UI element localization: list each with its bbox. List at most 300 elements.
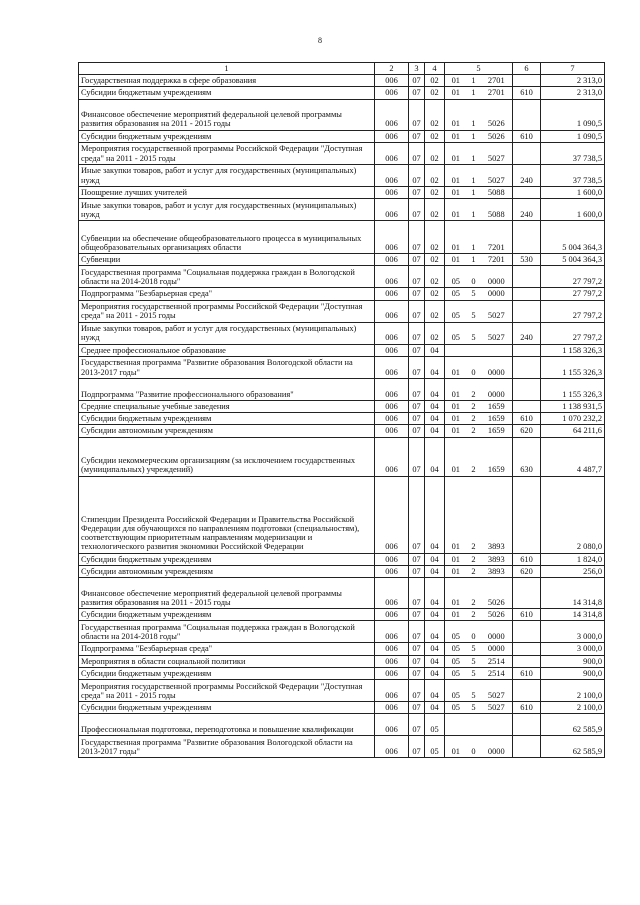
- row-code-admin: 006: [375, 378, 409, 400]
- row-code-program: 05: [445, 621, 467, 643]
- row-code-expense-type: [513, 378, 541, 400]
- row-name: Субсидии автономным учреждениям: [79, 565, 375, 577]
- row-amount: 1 138 931,5: [541, 400, 605, 412]
- row-code-item: 1659: [481, 437, 513, 476]
- row-code-expense-type: 240: [513, 164, 541, 186]
- row-code-subprogram: 1: [467, 221, 481, 254]
- row-code-item: 2514: [481, 655, 513, 667]
- row-amount: 2 313,0: [541, 87, 605, 99]
- row-code-section: 07: [409, 425, 425, 437]
- row-code-admin: 006: [375, 736, 409, 758]
- table-row: [79, 643, 605, 655]
- table-row: [79, 221, 605, 254]
- row-code-subprogram: 2: [467, 578, 481, 609]
- row-amount: 1 155 326,3: [541, 378, 605, 400]
- row-code-section: 07: [409, 679, 425, 701]
- row-code-program: 01: [445, 437, 467, 476]
- header-col-6: 6: [513, 63, 541, 75]
- row-code-admin: 006: [375, 679, 409, 701]
- row-code-section: 07: [409, 254, 425, 266]
- row-name: Субвенции на обеспечение общеобразовательного процесса в муниципальных общеобразовательных организациях области: [79, 221, 375, 254]
- row-amount: 2 100,0: [541, 679, 605, 701]
- row-code-item: 0000: [481, 621, 513, 643]
- row-name: Профессиональная подготовка, переподготовка и повышение квалификации: [79, 714, 375, 736]
- row-code-admin: 006: [375, 643, 409, 655]
- row-code-expense-type: 610: [513, 553, 541, 565]
- row-code-expense-type: [513, 643, 541, 655]
- row-code-item: 7201: [481, 221, 513, 254]
- table-row: [79, 199, 605, 221]
- row-code-subsection: 04: [425, 679, 445, 701]
- row-code-subprogram: 2: [467, 609, 481, 621]
- row-code-program: 01: [445, 736, 467, 758]
- row-code-expense-type: [513, 621, 541, 643]
- row-code-section: 07: [409, 186, 425, 198]
- row-code-subsection: 04: [425, 643, 445, 655]
- row-code-subsection: 05: [425, 736, 445, 758]
- row-code-program: [445, 714, 467, 736]
- table-row: [79, 142, 605, 164]
- row-code-item: 0000: [481, 288, 513, 300]
- table-row: [79, 130, 605, 142]
- row-code-expense-type: [513, 288, 541, 300]
- row-code-item: 5027: [481, 300, 513, 322]
- row-name: Государственная программа "Развитие образования Вологодской области на 2013-2017 годы": [79, 736, 375, 758]
- row-code-program: 01: [445, 476, 467, 553]
- row-code-admin: 006: [375, 344, 409, 356]
- row-code-subprogram: 5: [467, 667, 481, 679]
- row-code-section: 07: [409, 356, 425, 378]
- row-code-program: 01: [445, 199, 467, 221]
- table-row: [79, 655, 605, 667]
- table-row: [79, 87, 605, 99]
- row-code-item: 3893: [481, 565, 513, 577]
- row-code-program: 01: [445, 186, 467, 198]
- row-code-item: 5027: [481, 142, 513, 164]
- row-code-subprogram: 5: [467, 288, 481, 300]
- row-code-section: 07: [409, 99, 425, 130]
- row-code-expense-type: [513, 679, 541, 701]
- row-code-program: 01: [445, 87, 467, 99]
- header-col-1: 1: [79, 63, 375, 75]
- row-code-section: 07: [409, 87, 425, 99]
- row-code-item: 5027: [481, 322, 513, 344]
- row-code-section: 07: [409, 655, 425, 667]
- row-code-section: 07: [409, 142, 425, 164]
- row-code-subsection: 04: [425, 344, 445, 356]
- row-amount: 256,0: [541, 565, 605, 577]
- table-row: [79, 701, 605, 713]
- row-name: Субсидии бюджетным учреждениям: [79, 130, 375, 142]
- row-code-program: 01: [445, 609, 467, 621]
- row-name: Государственная программа "Развитие образования Вологодской области на 2013-2017 годы": [79, 356, 375, 378]
- row-code-subprogram: 5: [467, 643, 481, 655]
- row-code-item: 5026: [481, 609, 513, 621]
- row-code-section: 07: [409, 266, 425, 288]
- row-amount: 27 797,2: [541, 266, 605, 288]
- row-code-item: 2701: [481, 75, 513, 87]
- row-code-program: 01: [445, 254, 467, 266]
- row-code-admin: 006: [375, 300, 409, 322]
- row-code-admin: 006: [375, 701, 409, 713]
- table-row: [79, 609, 605, 621]
- row-code-item: 1659: [481, 413, 513, 425]
- row-code-expense-type: 620: [513, 565, 541, 577]
- table-row: [79, 344, 605, 356]
- row-name: Подпрограмма "Безбарьерная среда": [79, 288, 375, 300]
- row-name: Субсидии бюджетным учреждениям: [79, 701, 375, 713]
- row-code-admin: 006: [375, 99, 409, 130]
- row-name: Финансовое обеспечение мероприятий федеральной целевой программы развития образования на 2011 - 2015 годы: [79, 99, 375, 130]
- row-code-subsection: 02: [425, 288, 445, 300]
- row-code-subsection: 02: [425, 322, 445, 344]
- row-code-subprogram: 5: [467, 655, 481, 667]
- row-code-program: 01: [445, 356, 467, 378]
- row-code-expense-type: 610: [513, 667, 541, 679]
- table-row: [79, 266, 605, 288]
- row-code-program: 01: [445, 130, 467, 142]
- row-name: Субсидии бюджетным учреждениям: [79, 667, 375, 679]
- row-amount: 1 158 326,3: [541, 344, 605, 356]
- row-code-item: [481, 714, 513, 736]
- row-code-admin: 006: [375, 75, 409, 87]
- row-code-subsection: 05: [425, 714, 445, 736]
- row-code-item: 5026: [481, 99, 513, 130]
- row-code-expense-type: [513, 300, 541, 322]
- row-code-item: 0000: [481, 736, 513, 758]
- row-code-section: 07: [409, 300, 425, 322]
- row-code-expense-type: [513, 655, 541, 667]
- row-code-subprogram: [467, 714, 481, 736]
- row-code-subprogram: 0: [467, 356, 481, 378]
- table-row: [79, 288, 605, 300]
- row-code-expense-type: [513, 714, 541, 736]
- table-row: [79, 400, 605, 412]
- row-code-section: 07: [409, 578, 425, 609]
- row-code-expense-type: 610: [513, 609, 541, 621]
- row-code-item: 0000: [481, 356, 513, 378]
- row-name: Финансовое обеспечение мероприятий федеральной целевой программы развития образования на 2011 - 2015 годы: [79, 578, 375, 609]
- table-row: [79, 425, 605, 437]
- row-code-admin: 006: [375, 609, 409, 621]
- row-code-subprogram: 1: [467, 186, 481, 198]
- row-amount: 5 004 364,3: [541, 254, 605, 266]
- row-code-admin: 006: [375, 130, 409, 142]
- row-code-subsection: 04: [425, 578, 445, 609]
- row-name: Подпрограмма "Безбарьерная среда": [79, 643, 375, 655]
- row-code-section: 07: [409, 344, 425, 356]
- row-code-section: 07: [409, 378, 425, 400]
- row-name: Поощрение лучших учителей: [79, 186, 375, 198]
- row-code-admin: 006: [375, 186, 409, 198]
- row-code-admin: 006: [375, 476, 409, 553]
- row-code-item: 5088: [481, 199, 513, 221]
- row-name: Государственная поддержка в сфере образования: [79, 75, 375, 87]
- row-code-item: 1659: [481, 400, 513, 412]
- row-code-subprogram: 2: [467, 425, 481, 437]
- row-code-section: 07: [409, 164, 425, 186]
- row-code-expense-type: [513, 344, 541, 356]
- row-code-program: 05: [445, 266, 467, 288]
- table-row: [79, 254, 605, 266]
- row-code-program: 01: [445, 164, 467, 186]
- row-code-subsection: 02: [425, 300, 445, 322]
- row-code-expense-type: 610: [513, 87, 541, 99]
- row-code-admin: 006: [375, 578, 409, 609]
- row-code-expense-type: [513, 75, 541, 87]
- row-amount: 14 314,8: [541, 609, 605, 621]
- row-code-item: 7201: [481, 254, 513, 266]
- row-code-item: 2701: [481, 87, 513, 99]
- row-code-program: 01: [445, 99, 467, 130]
- row-code-subsection: 02: [425, 75, 445, 87]
- row-name: Подпрограмма "Развитие профессионального образования": [79, 378, 375, 400]
- row-code-expense-type: 630: [513, 437, 541, 476]
- row-code-item: 3893: [481, 553, 513, 565]
- row-code-subsection: 04: [425, 413, 445, 425]
- row-code-admin: 006: [375, 266, 409, 288]
- row-code-subsection: 04: [425, 378, 445, 400]
- row-code-section: 07: [409, 75, 425, 87]
- row-code-admin: 006: [375, 413, 409, 425]
- row-code-admin: 006: [375, 356, 409, 378]
- row-amount: 3 000,0: [541, 621, 605, 643]
- row-code-admin: 006: [375, 199, 409, 221]
- table-body: [79, 75, 605, 758]
- row-code-expense-type: [513, 356, 541, 378]
- row-code-program: 05: [445, 655, 467, 667]
- row-code-section: 07: [409, 553, 425, 565]
- row-amount: 4 487,7: [541, 437, 605, 476]
- row-code-subsection: 02: [425, 199, 445, 221]
- row-code-expense-type: [513, 476, 541, 553]
- row-amount: 62 585,9: [541, 736, 605, 758]
- row-code-subsection: 02: [425, 99, 445, 130]
- row-code-program: 01: [445, 142, 467, 164]
- row-code-admin: 006: [375, 667, 409, 679]
- row-code-section: 07: [409, 130, 425, 142]
- row-name: Иные закупки товаров, работ и услуг для государственных (муниципальных) нужд: [79, 199, 375, 221]
- row-code-subsection: 02: [425, 266, 445, 288]
- row-code-expense-type: [513, 99, 541, 130]
- row-code-subsection: 04: [425, 655, 445, 667]
- header-col-4: 4: [425, 63, 445, 75]
- row-amount: 27 797,2: [541, 300, 605, 322]
- row-code-expense-type: 530: [513, 254, 541, 266]
- row-code-program: 05: [445, 300, 467, 322]
- table-row: [79, 186, 605, 198]
- row-code-admin: 006: [375, 565, 409, 577]
- row-code-item: 5027: [481, 701, 513, 713]
- row-code-subprogram: 1: [467, 254, 481, 266]
- row-amount: 27 797,2: [541, 322, 605, 344]
- row-code-expense-type: [513, 221, 541, 254]
- row-code-program: 01: [445, 75, 467, 87]
- row-code-subsection: 02: [425, 221, 445, 254]
- table-row: [79, 322, 605, 344]
- row-code-subsection: 04: [425, 553, 445, 565]
- row-code-expense-type: [513, 400, 541, 412]
- row-code-item: 5026: [481, 578, 513, 609]
- row-code-subprogram: 5: [467, 679, 481, 701]
- row-code-section: 07: [409, 199, 425, 221]
- row-name: Субсидии бюджетным учреждениям: [79, 553, 375, 565]
- row-code-admin: 006: [375, 254, 409, 266]
- row-code-section: 07: [409, 736, 425, 758]
- table-row: [79, 667, 605, 679]
- row-code-admin: 006: [375, 142, 409, 164]
- row-name: Иные закупки товаров, работ и услуг для государственных (муниципальных) нужд: [79, 322, 375, 344]
- row-code-subprogram: [467, 344, 481, 356]
- row-code-subsection: 02: [425, 87, 445, 99]
- row-amount: 1 155 326,3: [541, 356, 605, 378]
- row-code-item: 5027: [481, 679, 513, 701]
- row-amount: 3 000,0: [541, 643, 605, 655]
- row-name: Субвенции: [79, 254, 375, 266]
- row-code-item: 3893: [481, 476, 513, 553]
- row-code-expense-type: 610: [513, 130, 541, 142]
- row-name: Субсидии бюджетным учреждениям: [79, 413, 375, 425]
- row-code-subprogram: 5: [467, 322, 481, 344]
- header-col-7: 7: [541, 63, 605, 75]
- row-code-subsection: 02: [425, 142, 445, 164]
- row-code-program: 05: [445, 288, 467, 300]
- row-code-expense-type: 240: [513, 199, 541, 221]
- row-name: Мероприятия государственной программы Российской Федерации "Доступная среда" на 2011 - 2015 годы: [79, 679, 375, 701]
- row-amount: 1 600,0: [541, 199, 605, 221]
- row-code-subsection: 02: [425, 254, 445, 266]
- row-code-admin: 006: [375, 288, 409, 300]
- row-code-program: 05: [445, 667, 467, 679]
- row-code-subsection: 04: [425, 400, 445, 412]
- row-code-subsection: 04: [425, 701, 445, 713]
- row-code-subprogram: 0: [467, 266, 481, 288]
- row-code-expense-type: 610: [513, 413, 541, 425]
- row-code-program: 05: [445, 643, 467, 655]
- row-name: Субсидии автономным учреждениям: [79, 425, 375, 437]
- table-row: [79, 437, 605, 476]
- budget-table: [78, 62, 605, 758]
- row-name: Государственная программа "Социальная поддержка граждан в Вологодской области на 2014-2018 годы": [79, 621, 375, 643]
- row-amount: 2 313,0: [541, 75, 605, 87]
- row-code-section: 07: [409, 476, 425, 553]
- row-code-subprogram: 2: [467, 437, 481, 476]
- table-row: [79, 356, 605, 378]
- row-amount: 5 004 364,3: [541, 221, 605, 254]
- row-code-admin: 006: [375, 425, 409, 437]
- row-code-item: 0000: [481, 643, 513, 655]
- row-code-admin: 006: [375, 322, 409, 344]
- row-amount: 37 738,5: [541, 164, 605, 186]
- row-code-section: 07: [409, 288, 425, 300]
- row-code-expense-type: [513, 186, 541, 198]
- row-amount: 2 100,0: [541, 701, 605, 713]
- row-code-section: 07: [409, 437, 425, 476]
- row-code-subsection: 02: [425, 186, 445, 198]
- row-code-section: 07: [409, 714, 425, 736]
- row-code-admin: 006: [375, 221, 409, 254]
- table-row: [79, 378, 605, 400]
- row-name: Государственная программа "Социальная поддержка граждан в Вологодской области на 2014-2018 годы": [79, 266, 375, 288]
- table-row: [79, 99, 605, 130]
- row-name: Стипендии Президента Российской Федерации и Правительства Российской Федерации для обучающихся по направлениям подготовки (специальностям), соответствующим приоритетным направлениям модернизации и технологического развития экономики Российской Федерации: [79, 476, 375, 553]
- row-code-subprogram: 0: [467, 621, 481, 643]
- table-row: [79, 553, 605, 565]
- table-row: [79, 621, 605, 643]
- header-col-5: 5: [445, 63, 513, 75]
- row-code-item: 2514: [481, 667, 513, 679]
- row-name: Мероприятия государственной программы Российской Федерации "Доступная среда" на 2011 - 2015 годы: [79, 142, 375, 164]
- header-col-3: 3: [409, 63, 425, 75]
- row-name: Субсидии некоммерческим организациям (за исключением государственных (муниципальных) учреждений): [79, 437, 375, 476]
- row-code-subprogram: 1: [467, 87, 481, 99]
- row-name: Субсидии бюджетным учреждениям: [79, 87, 375, 99]
- row-code-section: 07: [409, 400, 425, 412]
- row-code-subprogram: 5: [467, 701, 481, 713]
- row-code-subprogram: 2: [467, 565, 481, 577]
- row-code-program: 01: [445, 413, 467, 425]
- table-row: [79, 476, 605, 553]
- row-code-subprogram: 1: [467, 99, 481, 130]
- row-code-admin: 006: [375, 655, 409, 667]
- row-code-admin: 006: [375, 437, 409, 476]
- row-code-subprogram: 2: [467, 400, 481, 412]
- row-code-expense-type: 610: [513, 701, 541, 713]
- table-row: [79, 565, 605, 577]
- row-code-admin: 006: [375, 621, 409, 643]
- row-code-expense-type: [513, 736, 541, 758]
- row-code-admin: 006: [375, 400, 409, 412]
- row-code-section: 07: [409, 643, 425, 655]
- page-number: 8: [318, 36, 322, 45]
- row-code-subsection: 04: [425, 609, 445, 621]
- row-code-program: [445, 344, 467, 356]
- row-code-subprogram: 1: [467, 164, 481, 186]
- row-code-admin: 006: [375, 714, 409, 736]
- row-amount: 62 585,9: [541, 714, 605, 736]
- row-name: Субсидии бюджетным учреждениям: [79, 609, 375, 621]
- row-code-subsection: 04: [425, 476, 445, 553]
- row-code-subprogram: 2: [467, 378, 481, 400]
- row-code-program: 01: [445, 221, 467, 254]
- row-code-expense-type: 620: [513, 425, 541, 437]
- row-code-section: 07: [409, 667, 425, 679]
- table-row: [79, 413, 605, 425]
- row-code-item: 5088: [481, 186, 513, 198]
- row-code-subprogram: 0: [467, 736, 481, 758]
- row-code-subprogram: 1: [467, 130, 481, 142]
- row-name: Мероприятия государственной программы Российской Федерации "Доступная среда" на 2011 - 2015 годы: [79, 300, 375, 322]
- row-code-program: 05: [445, 679, 467, 701]
- row-code-subsection: 04: [425, 621, 445, 643]
- row-amount: 64 211,6: [541, 425, 605, 437]
- row-code-program: 01: [445, 578, 467, 609]
- row-amount: 37 738,5: [541, 142, 605, 164]
- row-code-program: 01: [445, 425, 467, 437]
- row-code-program: 01: [445, 400, 467, 412]
- row-amount: 1 090,5: [541, 130, 605, 142]
- row-code-item: 0000: [481, 266, 513, 288]
- row-name: Среднее профессиональное образование: [79, 344, 375, 356]
- row-code-admin: 006: [375, 553, 409, 565]
- header-col-2: 2: [375, 63, 409, 75]
- table-row: [79, 75, 605, 87]
- row-amount: 14 314,8: [541, 578, 605, 609]
- row-name: Иные закупки товаров, работ и услуг для государственных (муниципальных) нужд: [79, 164, 375, 186]
- row-amount: 2 080,0: [541, 476, 605, 553]
- row-code-subprogram: 1: [467, 75, 481, 87]
- row-code-subprogram: 1: [467, 142, 481, 164]
